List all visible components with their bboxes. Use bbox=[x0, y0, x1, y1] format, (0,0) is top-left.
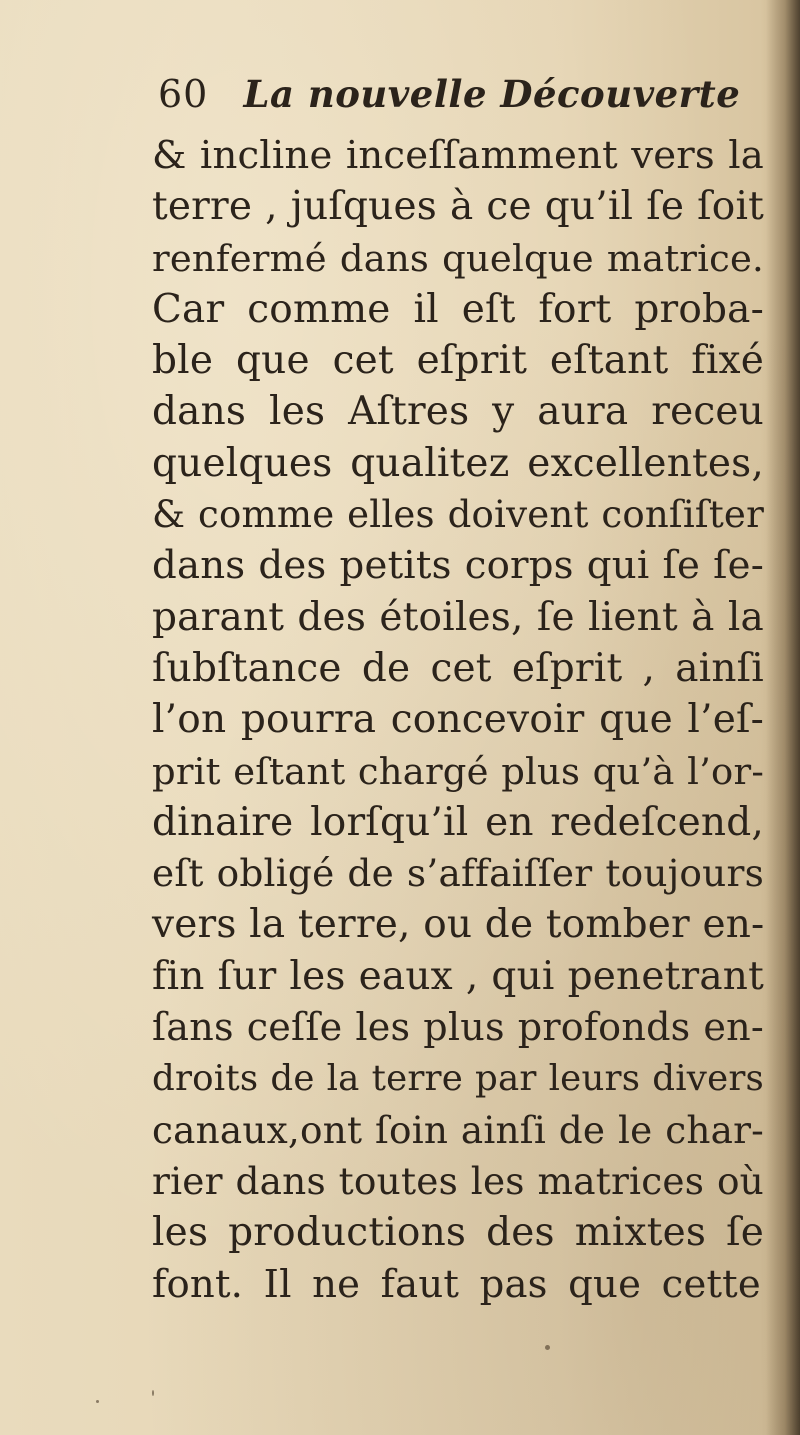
text-line: ſubſtance de cet eſprit , ainſi bbox=[152, 645, 764, 691]
paper-speck bbox=[96, 1400, 99, 1403]
body-text bbox=[152, 130, 764, 1310]
text-line: ble que cet eſprit eſtant fixé bbox=[152, 338, 764, 384]
text-line: Car comme il eſt fort proba- bbox=[152, 286, 764, 332]
text-line: font. Il ne faut pas que cette bbox=[152, 1261, 761, 1307]
paper-speck bbox=[152, 1390, 154, 1396]
text-line: terre , juſques à ce qu’il ſe ſoit bbox=[152, 184, 764, 230]
text-line: dans les Aſtres y aura receu bbox=[152, 389, 764, 435]
text-line: quelques qualitez excellentes, bbox=[152, 440, 764, 486]
page-gutter-shadow bbox=[766, 0, 800, 1435]
text-line: eſt obligé de s’affaiſſer toujours bbox=[152, 851, 764, 896]
text-line: vers la terre, ou de tomber en- bbox=[152, 902, 765, 948]
text-line: ſans ceſſe les plus profonds en- bbox=[152, 1005, 764, 1050]
text-line: l’on pourra concevoir que l’eſ- bbox=[152, 697, 764, 743]
text-line: dinaire lorſqu’il en redeſcend, bbox=[152, 799, 764, 845]
text-line: & comme elles doivent conſiſter bbox=[152, 493, 764, 537]
text-line: & incline inceſſamment vers la bbox=[152, 133, 764, 178]
text-line: les productions des mixtes ſe bbox=[152, 1210, 764, 1256]
running-title: La nouvelle Découverte bbox=[243, 72, 741, 116]
text-line: canaux,ont ſoin ainſi de le char- bbox=[152, 1107, 764, 1152]
text-line: renfermé dans quelque matrice. bbox=[152, 236, 764, 280]
text-line: rier dans toutes les matrices où bbox=[152, 1158, 764, 1203]
running-head bbox=[158, 72, 741, 124]
text-line: droits de la terre par leurs divers bbox=[152, 1058, 764, 1100]
paper-speck bbox=[545, 1345, 550, 1350]
text-line: prit eſtant chargé plus qu’à l’or- bbox=[152, 749, 764, 793]
text-line: dans des petits corps qui ſe ſe- bbox=[152, 543, 764, 589]
text-line: fin ſur les eaux , qui penetrant bbox=[152, 953, 764, 999]
page-number: 60 bbox=[158, 72, 209, 116]
text-line: parant des étoiles, ſe lient à la bbox=[152, 594, 764, 640]
